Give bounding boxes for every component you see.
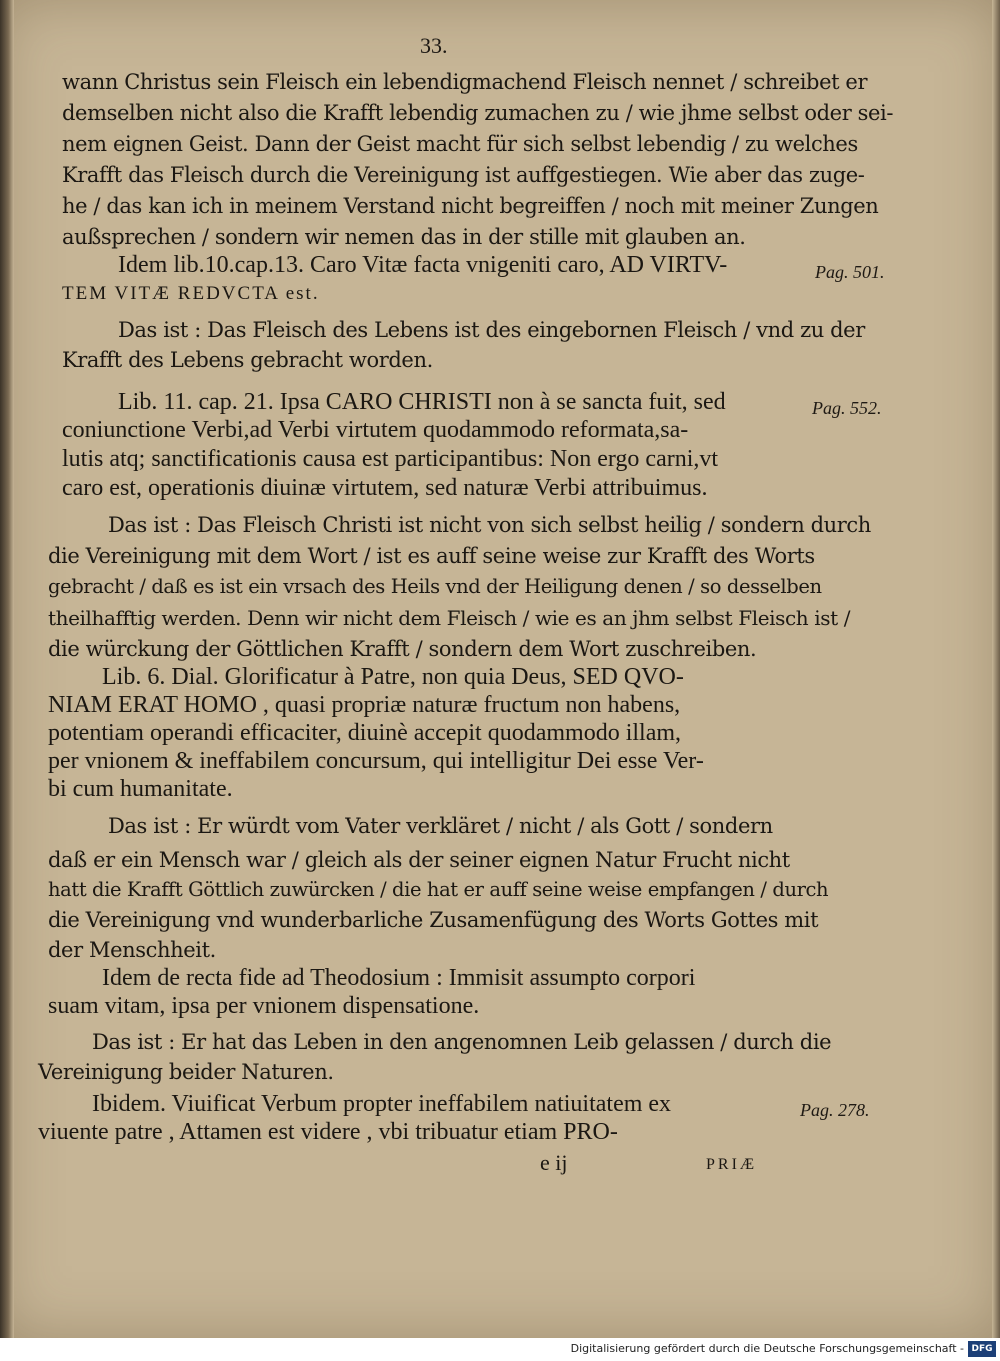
text-line: Ibidem. Viuificat Verbum propter ineffabilem natiuitatem ex (92, 1091, 672, 1117)
text-line: Idem lib.10.cap.13. Caro Vitæ facta vnigeniti caro, AD VIRTV- (118, 252, 728, 278)
text-line: demselben nicht also die Krafft lebendig zumachen zu / wie jhme selbst oder sei- (62, 101, 894, 125)
text-line: die Vereinigung mit dem Wort / ist es auff seine weise zur Krafft des Worts (48, 544, 815, 568)
footer-credit: Digitalisierung gefördert durch die Deutsche Forschungsgemeinschaft - (570, 1342, 964, 1355)
text-line: lutis atq; sanctificationis causa est participantibus: Non ergo carni,vt (62, 446, 719, 472)
text-line: Krafft das Fleisch durch die Vereinigung ist auffgestiegen. Wie aber das zuge- (62, 163, 865, 187)
text-line: die würckung der Göttlichen Krafft / sondern dem Wort zuschreiben. (48, 637, 757, 661)
margin-note: Pag. 278. (800, 1100, 870, 1120)
text-line: per vnionem & ineffabilem concursum, qui intelligitur Dei esse Ver- (48, 748, 704, 774)
text-line: Idem de recta fide ad Theodosium : Immisit assumpto corpori (102, 965, 696, 991)
text-line: Das ist : Das Fleisch des Lebens ist des eingebornen Fleisch / vnd zu der (118, 318, 865, 342)
text-line: gebracht / daß es ist ein vrsach des Heils vnd der Heiligung denen / so desselben (48, 575, 822, 598)
text-line: daß er ein Mensch war / gleich als der seiner eignen Natur Frucht nicht (48, 848, 790, 872)
text-line: he / das kan ich in meinem Verstand nicht begreiffen / noch mit meiner Zungen (62, 194, 879, 218)
text-line: NIAM ERAT HOMO , quasi propriæ naturæ fructum non habens, (48, 692, 681, 718)
text-line: Lib. 11. cap. 21. Ipsa CARO CHRISTI non à se sancta fuit, sed (118, 389, 726, 415)
text-line: Das ist : Er würdt vom Vater verkläret / nicht / als Gott / sondern (108, 814, 773, 838)
text-line: potentiam operandi efficaciter, diuinè accepit quodammodo illam, (48, 720, 682, 746)
text-line: hatt die Krafft Göttlich zuwürcken / die hat er auff seine weise empfangen / durch (48, 878, 829, 901)
text-line: Lib. 6. Dial. Glorificatur à Patre, non quia Deus, SED QVO- (102, 664, 684, 690)
text-line: Krafft des Lebens gebracht worden. (62, 348, 433, 372)
text-line: coniunctione Verbi,ad Verbi virtutem quodammodo reformata,sa- (62, 417, 689, 443)
text-line: Vereinigung beider Naturen. (38, 1060, 334, 1084)
text-line: caro est, operationis diuinæ virtutem, sed naturæ Verbi attribuimus. (62, 475, 708, 501)
catchword: PRIÆ (706, 1156, 758, 1173)
text-line: wann Christus sein Fleisch ein lebendigmachend Fleisch nennet / schreibet er (62, 70, 868, 94)
margin-note: Pag. 552. (812, 398, 882, 418)
binding-gutter (0, 0, 14, 1338)
text-line: viuente patre , Attamen est videre , vbi tribuatur etiam PRO- (38, 1119, 618, 1145)
signature-mark: e ij (540, 1150, 568, 1175)
text-line: Das ist : Er hat das Leben in den angenomnen Leib gelassen / durch die (92, 1030, 832, 1054)
text-line: suam vitam, ipsa per vnionem dispensatione. (48, 993, 480, 1019)
dfg-logo: DFG (968, 1341, 996, 1357)
text-line: außsprechen / sondern wir nemen das in der stille mit glauben an. (62, 225, 746, 249)
text-line: die Vereinigung vnd wunderbarliche Zusamenfügung des Worts Gottes mit (48, 908, 819, 932)
text-line: TEM VITÆ REDVCTA est. (62, 283, 320, 304)
text-line: der Menschheit. (48, 938, 216, 962)
margin-note: Pag. 501. (815, 262, 885, 282)
text-line: theilhafftig werden. Denn wir nicht dem Fleisch / wie es an jhm selbst Fleisch ist / (48, 606, 851, 630)
page-edge (992, 0, 1000, 1338)
footer-bar (0, 1338, 1000, 1361)
text-line: bi cum humanitate. (48, 776, 233, 802)
page-number: 33. (420, 33, 448, 58)
text-line: nem eignen Geist. Dann der Geist macht für sich selbst lebendig / zu welches (62, 132, 858, 156)
text-line: Das ist : Das Fleisch Christi ist nicht von sich selbst heilig / sondern durch (108, 513, 871, 537)
